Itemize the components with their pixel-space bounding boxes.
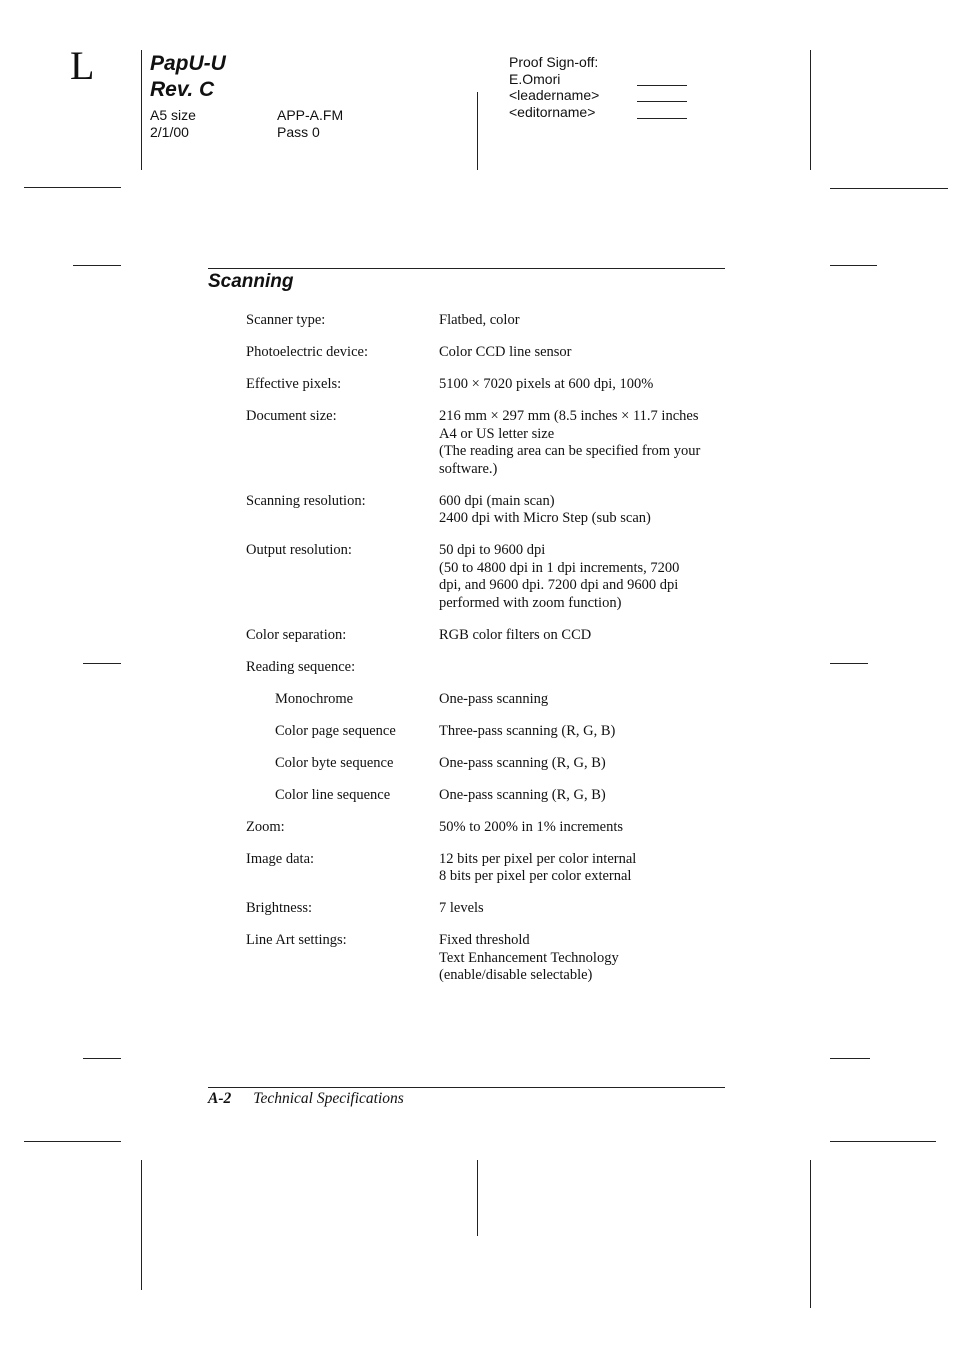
spec-value-line: (The reading area can be specified from your <box>439 443 701 459</box>
spec-table-body <box>246 312 746 985</box>
spec-label: Brightness: <box>246 900 313 916</box>
header-divider-right <box>810 50 811 170</box>
document-title-line1: PapU-U <box>150 52 226 75</box>
crop-mark <box>830 1058 870 1059</box>
spec-row-gap-cell <box>246 836 746 851</box>
chapter-title: Technical Specifications <box>253 1090 404 1107</box>
spec-value <box>439 408 746 478</box>
spec-row-gap <box>246 362 746 377</box>
spec-row-gap <box>246 330 746 345</box>
spec-row <box>246 932 746 985</box>
spec-value-line: (enable/disable selectable) <box>439 967 593 983</box>
spec-row-gap-cell <box>246 478 746 493</box>
spec-label: Reading sequence: <box>246 658 356 675</box>
spec-row-gap <box>246 528 746 543</box>
spec-label: Color byte sequence <box>275 754 394 771</box>
spec-row-gap <box>246 772 746 787</box>
signature-line-editor <box>637 118 687 119</box>
spec-value <box>439 659 746 677</box>
spec-row <box>246 344 746 362</box>
spec-value <box>439 787 746 805</box>
spec-row <box>246 312 746 330</box>
spec-value-line: Three-pass scanning (R, G, B) <box>439 722 616 739</box>
spec-row <box>246 493 746 528</box>
spec-row-gap-cell <box>246 330 746 345</box>
spec-label: Output resolution: <box>246 542 352 558</box>
crop-mark <box>83 663 121 664</box>
document-title-line2: Rev. C <box>150 78 215 101</box>
spec-value <box>439 344 746 362</box>
paper-size: A5 size <box>150 107 196 123</box>
spec-row <box>246 659 746 677</box>
spec-row-gap-cell <box>246 740 746 755</box>
spec-value-line: dpi, and 9600 dpi. 7200 dpi and 9600 dpi <box>439 577 679 593</box>
spec-value <box>439 819 746 837</box>
section-rule <box>208 268 725 269</box>
spec-row-gap-cell <box>246 362 746 377</box>
spec-row-gap <box>246 394 746 409</box>
spec-row-gap-cell <box>246 612 746 627</box>
header-divider-middle <box>477 92 478 170</box>
spec-label: Color line sequence <box>275 786 391 803</box>
paper-info <box>150 107 196 140</box>
spec-value-line: Fixed threshold <box>439 932 530 948</box>
spec-value <box>439 900 746 918</box>
footer-divider-right <box>810 1160 811 1308</box>
corner-letter: L <box>70 43 95 88</box>
spec-label: Document size: <box>246 408 337 424</box>
crop-mark <box>24 1141 121 1142</box>
spec-row-gap <box>246 740 746 755</box>
crop-mark <box>830 188 948 189</box>
spec-row-gap <box>246 918 746 933</box>
spec-row <box>246 408 746 478</box>
spec-row <box>246 819 746 837</box>
spec-value <box>439 691 746 709</box>
spec-row-gap <box>246 644 746 659</box>
spec-value <box>439 376 746 394</box>
spec-label: Line Art settings: <box>246 932 347 948</box>
footer-rule <box>208 1087 725 1088</box>
spec-row <box>246 691 746 709</box>
spec-label: Color page sequence <box>275 722 396 739</box>
spec-value <box>439 312 746 330</box>
spec-value <box>439 542 746 612</box>
page-number: A-2 <box>208 1090 232 1107</box>
spec-value <box>439 851 746 886</box>
spec-label: Image data: <box>246 850 315 867</box>
spec-row-gap-cell <box>246 918 746 933</box>
file-name: APP-A.FM <box>277 107 344 123</box>
spec-row-gap-cell <box>246 528 746 543</box>
spec-value <box>439 932 746 985</box>
spec-row <box>246 755 746 773</box>
spec-row-gap <box>246 708 746 723</box>
spec-value <box>439 755 746 773</box>
spec-row-gap <box>246 612 746 627</box>
spec-row <box>246 787 746 805</box>
spec-value <box>439 723 746 741</box>
spec-value-line: Text Enhancement Technology <box>439 949 619 966</box>
document-title <box>150 51 226 103</box>
crop-mark <box>73 265 121 266</box>
spec-label: Scanning resolution: <box>246 492 366 509</box>
signer-editor: <editorname> <box>509 103 596 120</box>
spec-row-gap-cell <box>246 394 746 409</box>
spec-value-line: 8 bits per pixel per color external <box>439 868 632 884</box>
signature-line-omori <box>637 85 687 86</box>
spec-value-line: 5100 × 7020 pixels at 600 dpi, 100% <box>439 376 654 392</box>
proof-label: Proof Sign-off: <box>509 54 599 70</box>
spec-row <box>246 723 746 741</box>
header-divider-left <box>141 50 142 170</box>
page-footer <box>208 1090 404 1108</box>
spec-row-gap-cell <box>246 804 746 819</box>
spec-row-gap-cell <box>246 676 746 691</box>
spec-row <box>246 627 746 645</box>
spec-row-gap <box>246 836 746 851</box>
spec-label: Photoelectric device: <box>246 344 368 360</box>
pass-number: Pass 0 <box>277 123 320 140</box>
spec-row-gap <box>246 676 746 691</box>
spec-value-line: Color CCD line sensor <box>439 344 572 360</box>
spec-value-line: 12 bits per pixel per color internal <box>439 850 637 867</box>
spec-value-line: 50% to 200% in 1% increments <box>439 818 624 835</box>
spec-value-line: 7 levels <box>439 900 484 916</box>
spec-row-gap-cell <box>246 772 746 787</box>
spec-value-line: performed with zoom function) <box>439 594 622 611</box>
spec-table <box>246 312 746 985</box>
spec-value-line: Flatbed, color <box>439 312 520 328</box>
crop-mark <box>830 265 877 266</box>
spec-value-line: A4 or US letter size <box>439 425 555 442</box>
spec-value-line: 600 dpi (main scan) <box>439 492 555 509</box>
spec-value-line: One-pass scanning (R, G, B) <box>439 754 606 771</box>
spec-value-line: software.) <box>439 460 498 477</box>
section-title: Scanning <box>208 271 294 292</box>
spec-label: Monochrome <box>275 690 354 707</box>
spec-row-gap-cell <box>246 644 746 659</box>
signer-omori: E.Omori <box>509 70 561 87</box>
spec-row <box>246 900 746 918</box>
spec-row-gap <box>246 886 746 901</box>
spec-value-line: 2400 dpi with Micro Step (sub scan) <box>439 510 651 526</box>
spec-value-line: One-pass scanning (R, G, B) <box>439 786 606 803</box>
signer-leader: <leadername> <box>509 87 600 103</box>
spec-value-line: (50 to 4800 dpi in 1 dpi increments, 7200 <box>439 559 680 576</box>
spec-value <box>439 493 746 528</box>
file-info <box>277 107 343 140</box>
signature-line-leader <box>637 101 687 102</box>
spec-row <box>246 851 746 886</box>
spec-value-line: One-pass scanning <box>439 690 549 707</box>
crop-mark <box>830 663 868 664</box>
spec-label: Color separation: <box>246 626 347 643</box>
spec-value-line: 216 mm × 297 mm (8.5 inches × 11.7 inches <box>439 408 699 424</box>
footer-divider-left <box>141 1160 142 1290</box>
spec-row-gap-cell <box>246 886 746 901</box>
spec-value <box>439 627 746 645</box>
crop-mark <box>24 187 121 188</box>
spec-row-gap-cell <box>246 708 746 723</box>
crop-mark <box>830 1141 936 1142</box>
spec-row <box>246 376 746 394</box>
spec-row-gap <box>246 804 746 819</box>
spec-value-line: 50 dpi to 9600 dpi <box>439 542 546 558</box>
spec-row-gap <box>246 478 746 493</box>
spec-value-line: RGB color filters on CCD <box>439 626 592 643</box>
spec-label: Effective pixels: <box>246 376 342 392</box>
crop-mark <box>83 1058 121 1059</box>
spec-label: Zoom: <box>246 818 285 835</box>
spec-label: Scanner type: <box>246 312 326 328</box>
footer-divider-middle <box>477 1160 478 1236</box>
print-date: 2/1/00 <box>150 123 189 140</box>
proof-signoff-block <box>509 54 599 120</box>
spec-row <box>246 542 746 612</box>
